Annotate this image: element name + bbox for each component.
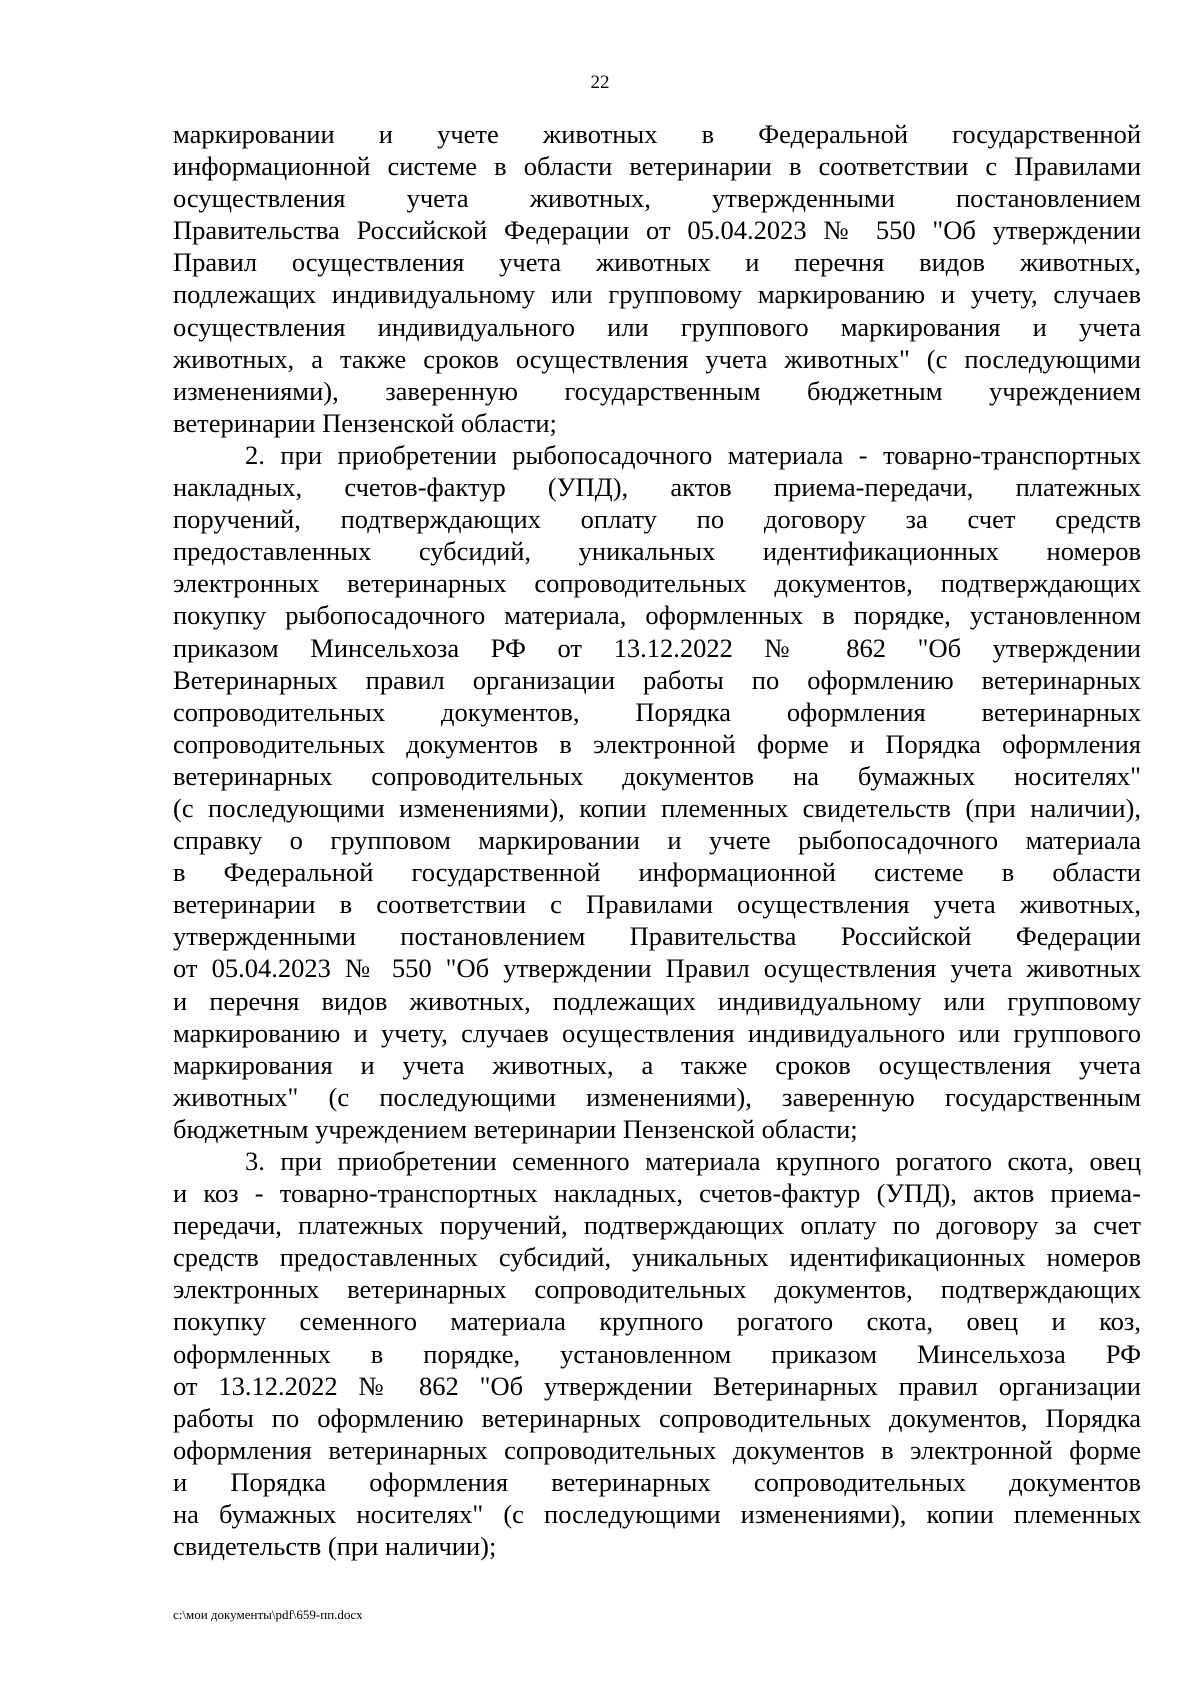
text-line: ветеринарии в соответствии с Правилами осуществления учета животных,: [173, 889, 1141, 920]
text-line: Ветеринарных правил организации работы по оформлению ветеринарных: [173, 664, 1141, 695]
text-line: и коз - товарно-транспортных накладных, счетов-фактур (УПД), актов приема-: [173, 1178, 1141, 1209]
text-line: поручений, подтверждающих оплату по договору за счет средств: [173, 504, 1141, 535]
text-line: покупку рыбопосадочного материала, оформленных в порядке, установленном: [173, 600, 1141, 631]
text-line: сопроводительных документов, Порядка оформления ветеринарных: [173, 696, 1141, 727]
text-line: в Федеральной государственной информационной системе в области: [173, 857, 1141, 888]
text-line: Правил осуществления учета животных и перечня видов животных,: [173, 247, 1141, 278]
page-number: 22: [590, 72, 610, 93]
text-line: животных" (с последующими изменениями), заверенную государственным: [173, 1081, 1141, 1112]
text-line: от 05.04.2023 № 550 "Об утверждении Правил осуществления учета животных: [173, 953, 1141, 984]
text-line: информационной системе в области ветеринарии в соответствии с Правилами: [173, 151, 1141, 182]
text-line: осуществления индивидуального или группового маркирования и учета: [173, 311, 1141, 342]
text-line: средств предоставленных субсидий, уникальных идентификационных номеров: [173, 1242, 1141, 1273]
text-line: справку о групповом маркировании и учете рыбопосадочного материала: [173, 825, 1141, 856]
text-line: и перечня видов животных, подлежащих индивидуальному или групповому: [173, 985, 1141, 1016]
text-line: маркирования и учета животных, а также сроков осуществления учета: [173, 1049, 1141, 1080]
text-line: накладных, счетов-фактур (УПД), актов приема-передачи, платежных: [173, 472, 1141, 503]
text-line: от 13.12.2022 № 862 "Об утверждении Ветеринарных правил организации: [173, 1370, 1141, 1401]
paragraph-1: [173, 118, 1141, 439]
text-line: передачи, платежных поручений, подтверждающих оплату по договору за счет: [173, 1210, 1141, 1241]
text-line: ветеринарных сопроводительных документов на бумажных носителях": [173, 760, 1141, 791]
document-body: [173, 118, 1141, 1562]
text-line: предоставленных субсидий, уникальных идентификационных номеров: [173, 536, 1141, 567]
text-line: осуществления учета животных, утвержденными постановлением: [173, 183, 1141, 214]
text-line: свидетельств (при наличии);: [173, 1531, 497, 1562]
text-line: подлежащих индивидуальному или групповому маркированию и учету, случаев: [173, 279, 1141, 310]
text-line: (с последующими изменениями), копии племенных свидетельств (при наличии),: [173, 792, 1141, 823]
text-line: оформленных в порядке, установленном приказом Минсельхоза РФ: [173, 1338, 1141, 1369]
text-line: 3. при приобретении семенного материала крупного рогатого скота, овец: [245, 1146, 1141, 1176]
text-line: на бумажных носителях" (с последующими изменениями), копии племенных: [173, 1499, 1141, 1530]
text-line: животных, а также сроков осуществления учета животных" (с последующими: [173, 343, 1141, 374]
text-line: электронных ветеринарных сопроводительных документов, подтверждающих: [173, 568, 1141, 599]
footer-file-path: c:\мои документы\pdf\659-пп.docx: [173, 1607, 363, 1622]
paragraph-2: [173, 439, 1141, 1145]
text-line: работы по оформлению ветеринарных сопроводительных документов, Порядка: [173, 1402, 1141, 1433]
text-line: и Порядка оформления ветеринарных сопроводительных документов: [173, 1466, 1141, 1497]
text-line: оформления ветеринарных сопроводительных документов в электронной форме: [173, 1434, 1141, 1465]
text-line: электронных ветеринарных сопроводительных документов, подтверждающих: [173, 1274, 1141, 1305]
text-line: сопроводительных документов в электронной форме и Порядка оформления: [173, 728, 1141, 759]
text-line: ветеринарии Пензенской области;: [173, 407, 557, 438]
text-line: Правительства Российской Федерации от 05.04.2023 № 550 "Об утверждении: [173, 215, 1141, 246]
text-line: покупку семенного материала крупного рогатого скота, овец и коз,: [173, 1306, 1141, 1337]
text-line: утвержденными постановлением Правительства Российской Федерации: [173, 921, 1141, 952]
text-line: изменениями), заверенную государственным бюджетным учреждением: [173, 375, 1141, 406]
text-line: 2. при приобретении рыбопосадочного материала - товарно-транспортных: [245, 439, 1141, 470]
text-line: маркировании и учете животных в Федеральной государственной: [173, 119, 1141, 149]
paragraph-3: [173, 1145, 1141, 1562]
text-line: бюджетным учреждением ветеринарии Пензенской области;: [173, 1113, 858, 1144]
text-line: маркированию и учету, случаев осуществления индивидуального или группового: [173, 1017, 1141, 1048]
text-line: приказом Минсельхоза РФ от 13.12.2022 № 862 "Об утверждении: [173, 632, 1141, 663]
